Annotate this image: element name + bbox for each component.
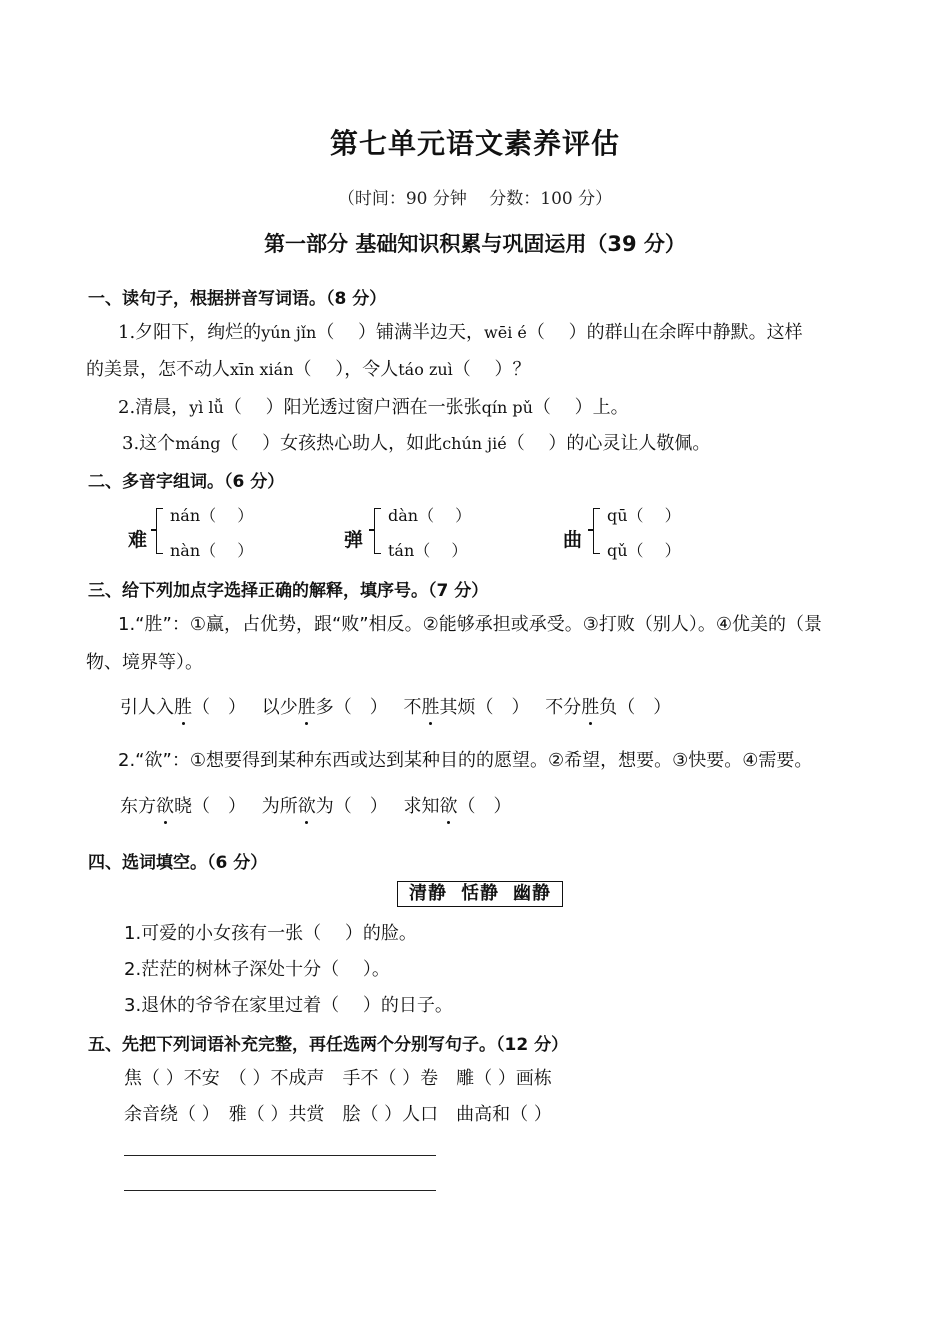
- s1-line-4: 3.这个máng（ ）女孩热心助人，如此chún jié（ ）的心灵让人敬佩。: [122, 433, 711, 454]
- s1-line-3: 2.清晨，yì lǚ（ ）阳光透过窗户洒在一张张qín pǔ（ ）上。: [118, 397, 629, 418]
- pinyin: qín pǔ: [481, 398, 533, 417]
- word-option: 幽静: [513, 883, 551, 904]
- s3-q1-definition-cont: 物、境界等）。: [86, 652, 203, 673]
- word-option: 恬静: [461, 883, 499, 904]
- phrase-item: 不分胜负（ ）: [545, 697, 671, 718]
- section-1-heading: 一、读句子，根据拼音写词语。（8 分）: [88, 289, 387, 309]
- s3-q1-items: [120, 693, 671, 719]
- exam-info: （时间：90 分钟 分数：100 分）: [337, 189, 613, 209]
- phrase-item: 不胜其烦（ ）: [403, 697, 529, 718]
- answer-line: [124, 1155, 436, 1156]
- s3-q1-definition: 1.“胜”：①赢，占优势，跟“败”相反。②能够承担或承受。③打败（别人）。④优美的（景: [118, 614, 823, 635]
- word-option: 清静: [409, 883, 447, 904]
- brace-tip: [369, 529, 374, 531]
- phrase-item: 求知欲（ ）: [403, 796, 511, 817]
- section-2-heading: 二、多音字组词。（6 分）: [88, 472, 285, 492]
- phrase-item: 以少胜多（ ）: [262, 697, 388, 718]
- section-4-heading: 四、选词填空。（6 分）: [88, 853, 268, 873]
- s5-idioms-row-1: 焦（ ）不安 （ ）不成声 手不（ ）卷 雕（ ）画栋: [124, 1068, 552, 1089]
- answer-line: [124, 1190, 436, 1191]
- pinyin: máng: [175, 434, 221, 453]
- polyphone-char: 曲: [563, 529, 583, 551]
- pinyin: wēi é: [484, 323, 527, 342]
- pinyin: yì lǚ: [189, 398, 224, 417]
- section-3-heading: 三、给下列加点字选择正确的解释，填序号。（7 分）: [88, 581, 489, 601]
- s1-line-2: 的美景，怎不动人xīn xián（ ），令人táo zuì（ ）？: [86, 359, 531, 380]
- part-heading: 第一部分 基础知识积累与巩固运用（39 分）: [264, 232, 686, 256]
- phrase-item: 东方欲晓（ ）: [120, 796, 246, 817]
- phrase-item: 为所欲为（ ）: [262, 796, 388, 817]
- s3-q2-definition: 2.“欲”：①想要得到某种东西或达到某种目的的愿望。②希望，想要。③快要。④需要。: [118, 750, 813, 771]
- brace-tip: [151, 529, 156, 531]
- polyphone-char: 难: [128, 529, 148, 551]
- s5-idioms-row-2: 余音绕（ ） 雅（ ）共赏 脍（ ）人口 曲高和（ ）: [124, 1104, 552, 1125]
- s3-q2-items: [120, 792, 511, 818]
- pinyin: chún jié: [442, 434, 507, 453]
- s4-question-2: 2.茫茫的树林子深处十分（ ）。: [124, 959, 390, 980]
- section-5-heading: 五、先把下列词语补充完整，再任选两个分别写句子。（12 分）: [88, 1035, 569, 1055]
- phrase-item: 引人入胜（ ）: [120, 697, 246, 718]
- polyphone-char: 弹: [344, 529, 364, 551]
- brace-icon: [374, 508, 381, 554]
- brace-icon: [156, 508, 163, 554]
- s4-question-1: 1.可爱的小女孩有一张（ ）的脸。: [124, 923, 417, 944]
- brace-icon: [593, 508, 600, 554]
- pinyin: táo zuì: [398, 360, 453, 379]
- pinyin: xīn xián: [230, 360, 294, 379]
- s4-question-3: 3.退休的爷爷在家里过着（ ）的日子。: [124, 995, 453, 1016]
- word-bank: [397, 881, 563, 907]
- page-title: 第七单元语文素养评估: [329, 127, 620, 160]
- s1-line-1: 1.夕阳下，绚烂的yún jǐn（ ）铺满半边天，wēi é（ ）的群山在余晖中静默。这样: [118, 322, 803, 343]
- pinyin: yún jǐn: [261, 323, 317, 342]
- brace-tip: [588, 529, 593, 531]
